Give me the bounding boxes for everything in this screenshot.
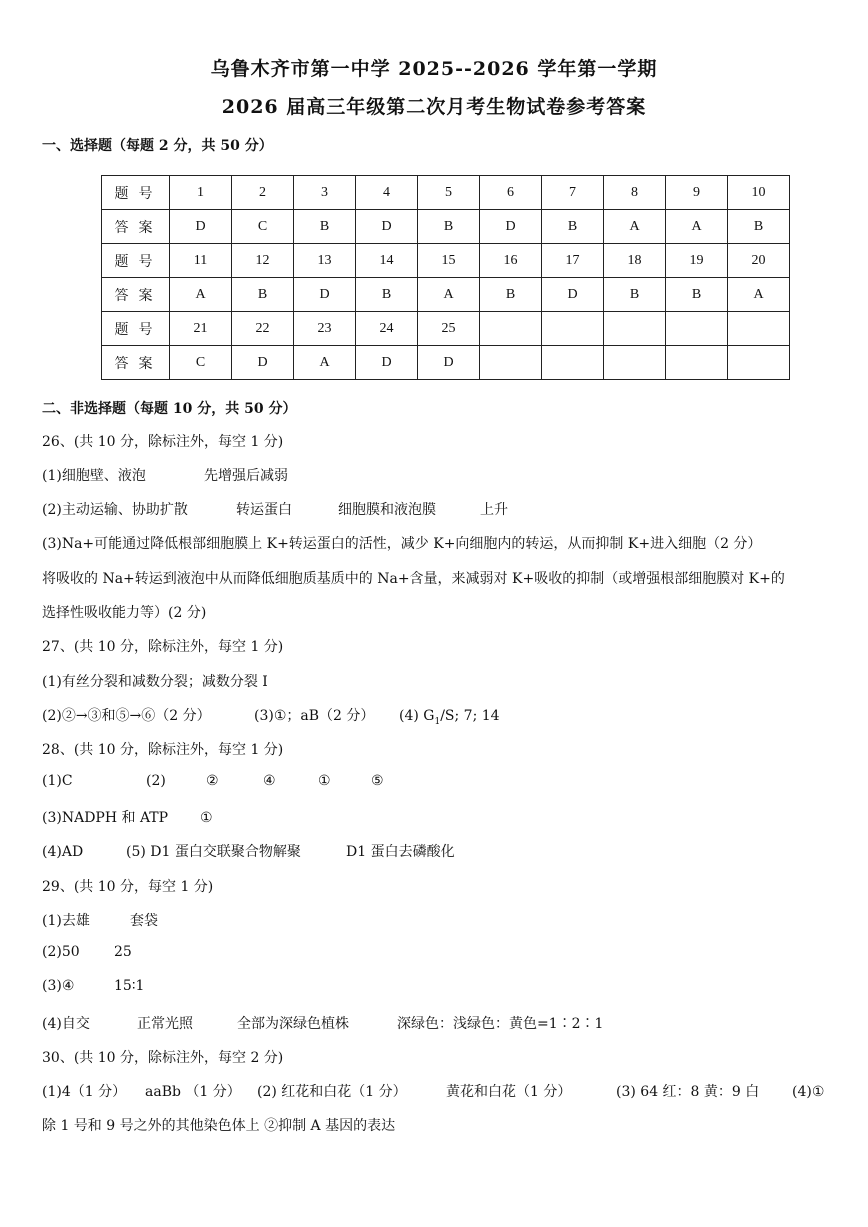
question-number-cell: 2: [232, 176, 294, 210]
row-label: 答案: [102, 210, 170, 244]
answer-cell: A: [418, 278, 480, 312]
question-number-cell: 1: [170, 176, 232, 210]
answer-cell: C: [170, 346, 232, 380]
answer-cell: A: [666, 210, 728, 244]
q30-2b: 黄花和白花（1 分）: [446, 1084, 572, 1100]
question-number-cell: 25: [418, 312, 480, 346]
answer-cell: A: [604, 210, 666, 244]
q29-4b: 正常光照: [137, 1016, 193, 1032]
question-number-cell: 5: [418, 176, 480, 210]
row-label: 答案: [102, 346, 170, 380]
q27-2: (2)②→③和⑤→⑥（2 分）: [42, 708, 211, 724]
q29-2b: 25: [114, 944, 132, 960]
q29-answer-3: [42, 978, 144, 994]
q30-answer-1: [42, 1081, 824, 1101]
answer-cell: D: [542, 278, 604, 312]
q26-2b: 转运蛋白: [236, 502, 292, 518]
q28-2-c: ①: [318, 773, 331, 789]
answer-cell: D: [356, 346, 418, 380]
question-number-cell: 21: [170, 312, 232, 346]
question-number-cell: 22: [232, 312, 294, 346]
q28-3b: ①: [200, 810, 213, 826]
q30-1b: aaBb （1 分）: [145, 1084, 241, 1100]
question-number-cell: 4: [356, 176, 418, 210]
answer-cell: [666, 346, 728, 380]
q28-2-label: (2): [146, 773, 166, 789]
question-number-cell: 23: [294, 312, 356, 346]
q30-1a: (1)4（1 分）: [42, 1084, 127, 1100]
q26-1a: (1)细胞壁、液泡: [42, 468, 146, 484]
answer-cell: A: [170, 278, 232, 312]
answer-row: [102, 210, 790, 244]
q29-1a: (1)去雄: [42, 913, 90, 929]
answer-cell: B: [666, 278, 728, 312]
question-number-cell: 18: [604, 244, 666, 278]
q29-4a: (4)自交: [42, 1016, 90, 1032]
q28-2-d: ⑤: [371, 773, 384, 789]
question-number-cell: [604, 312, 666, 346]
q27-answer-1: (1)有丝分裂和减数分裂；减数分裂 I: [42, 674, 268, 690]
question-number-cell: 15: [418, 244, 480, 278]
answer-cell: D: [356, 210, 418, 244]
answer-cell: B: [728, 210, 790, 244]
question-number-cell: 24: [356, 312, 418, 346]
q28-answer-1-2: [42, 773, 384, 789]
question-row: [102, 176, 790, 210]
row-label: 题号: [102, 244, 170, 278]
q27-3: (3)①；aB（2 分）: [254, 708, 375, 724]
q28-5b: D1 蛋白去磷酸化: [346, 844, 455, 860]
answer-cell: A: [728, 278, 790, 312]
q30-3: (3) 64 红：8 黄：9 白: [616, 1084, 760, 1100]
question-row: [102, 244, 790, 278]
question-number-cell: 8: [604, 176, 666, 210]
question-row: [102, 312, 790, 346]
question-number-cell: 6: [480, 176, 542, 210]
question-number-cell: 12: [232, 244, 294, 278]
question-number-cell: 16: [480, 244, 542, 278]
q30-heading: 30、(共 10 分，除标注外，每空 2 分): [42, 1050, 284, 1066]
q26-2c: 细胞膜和液泡膜: [338, 502, 436, 518]
answer-cell: [480, 346, 542, 380]
q28-2-a: ②: [206, 773, 219, 789]
q29-2a: (2)50: [42, 944, 80, 960]
q28-1: (1)C: [42, 773, 73, 789]
q28-2-b: ④: [263, 773, 276, 789]
answer-row: [102, 278, 790, 312]
question-number-cell: [728, 312, 790, 346]
q28-answer-3: [42, 807, 213, 827]
answer-table: [101, 175, 790, 380]
answer-cell: B: [232, 278, 294, 312]
question-number-cell: 19: [666, 244, 728, 278]
question-number-cell: [542, 312, 604, 346]
q26-answer-1: [42, 465, 288, 485]
q26-heading: 26、(共 10 分，除标注外，每空 1 分): [42, 434, 284, 450]
answer-cell: B: [604, 278, 666, 312]
answer-cell: D: [418, 346, 480, 380]
question-number-cell: [480, 312, 542, 346]
answer-cell: B: [542, 210, 604, 244]
q29-3b: 15∶1: [114, 978, 145, 994]
answer-cell: A: [294, 346, 356, 380]
title-line-1: 乌鲁木齐市第一中学 2025--2026 学年第一学期: [210, 58, 658, 80]
answer-cell: B: [418, 210, 480, 244]
q27-answer-2: [42, 705, 500, 727]
answer-cell: D: [294, 278, 356, 312]
question-number-cell: [666, 312, 728, 346]
question-number-cell: 17: [542, 244, 604, 278]
answer-cell: B: [356, 278, 418, 312]
q29-1b: 套袋: [130, 913, 158, 929]
q29-3a: (3)④: [42, 978, 75, 994]
q26-1b: 先增强后减弱: [204, 468, 288, 484]
q27-4: (4) $G_1/S$; 7; 14: [399, 708, 500, 727]
question-number-cell: 9: [666, 176, 728, 210]
q28-5a: (5) D1 蛋白交联聚合物解聚: [126, 844, 301, 860]
row-label: 题号: [102, 312, 170, 346]
answer-cell: B: [294, 210, 356, 244]
q28-4: (4)AD: [42, 844, 84, 860]
question-number-cell: 20: [728, 244, 790, 278]
q28-3a: (3)NADPH 和 ATP: [42, 810, 169, 826]
q26-answer-3: (3)Na+可能通过降低根部细胞膜上 K+转运蛋白的活性，减少 K+向细胞内的转运，从而抑制 K+进入细胞（2 分）: [42, 536, 762, 552]
section-2-heading: 二、非选择题（每题 10 分，共 50 分）: [42, 401, 297, 417]
q26-answer-3-cont: 将吸收的 Na+转运到液泡中从而降低细胞质基质中的 Na+含量，来减弱对 K+吸收的抑制（或增强根部细胞膜对 K+的: [42, 571, 785, 587]
q29-4c: 全部为深绿色植株: [237, 1016, 349, 1032]
question-number-cell: 13: [294, 244, 356, 278]
q26-answer-2: [42, 499, 508, 519]
row-label: 答案: [102, 278, 170, 312]
answer-cell: D: [170, 210, 232, 244]
q30-answer-4-cont: 除 1 号和 9 号之外的其他染色体上 ②抑制 A 基因的表达: [42, 1118, 396, 1134]
q29-heading: 29、(共 10 分，每空 1 分): [42, 879, 214, 895]
question-number-cell: 7: [542, 176, 604, 210]
answer-cell: D: [232, 346, 294, 380]
answer-cell: [604, 346, 666, 380]
q26-2d: 上升: [480, 502, 508, 518]
answer-cell: C: [232, 210, 294, 244]
answer-cell: D: [480, 210, 542, 244]
question-number-cell: 3: [294, 176, 356, 210]
q28-answer-4-5: [42, 841, 455, 861]
row-label: 题号: [102, 176, 170, 210]
q30-4: (4)①: [792, 1084, 825, 1100]
answer-row: [102, 346, 790, 380]
question-number-cell: 11: [170, 244, 232, 278]
answer-cell: B: [480, 278, 542, 312]
q27-heading: 27、(共 10 分，除标注外，每空 1 分): [42, 639, 284, 655]
q26-2a: (2)主动运输、协助扩散: [42, 502, 188, 518]
title-line-2: 2026 届高三年级第二次月考生物试卷参考答案: [221, 96, 647, 118]
q29-answer-2: [42, 944, 132, 960]
q30-2a: (2) 红花和白花（1 分）: [257, 1084, 407, 1100]
q29-4d: 深绿色：浅绿色：黄色=1∶2∶1: [397, 1016, 604, 1032]
answer-cell: [542, 346, 604, 380]
q26-answer-3-end: 选择性吸收能力等）(2 分): [42, 605, 207, 621]
q29-answer-4: [42, 1013, 603, 1033]
q29-answer-1: [42, 910, 158, 930]
section-1-heading: 一、选择题（每题 2 分，共 50 分）: [42, 138, 273, 154]
q28-heading: 28、(共 10 分，除标注外，每空 1 分): [42, 742, 284, 758]
question-number-cell: 14: [356, 244, 418, 278]
answer-cell: [728, 346, 790, 380]
question-number-cell: 10: [728, 176, 790, 210]
